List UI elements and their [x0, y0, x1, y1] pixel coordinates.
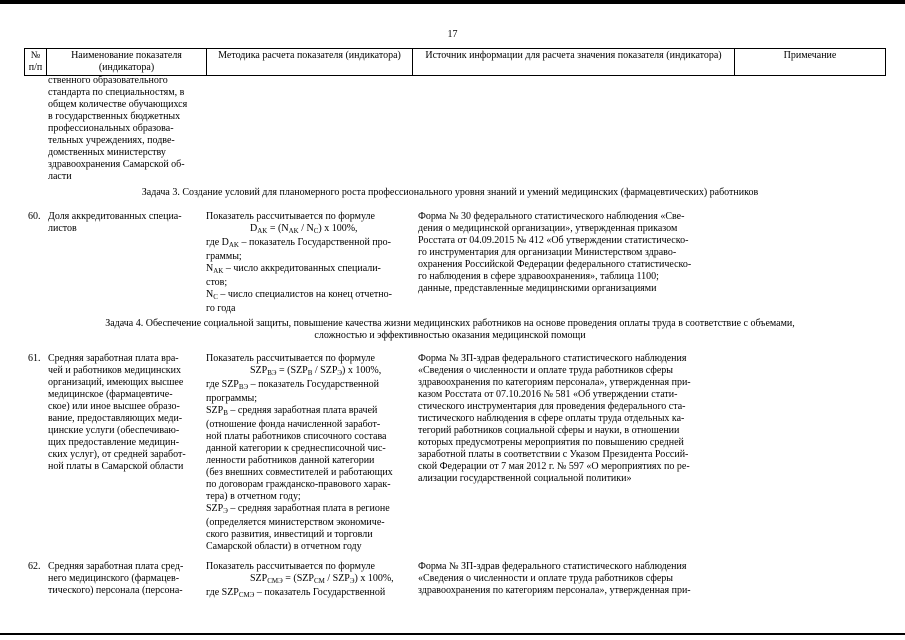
source-line: здравоохранения по категориям персонала», утвержденная при-: [418, 585, 691, 596]
method-line: где $SZP_{ВЭ}$ – показатель Государственной: [206, 379, 379, 391]
method-line: Показатель рассчитывается по формуле: [206, 211, 375, 222]
source-line: здравоохранения по категориям персонала», утвержденная при-: [418, 377, 691, 388]
source-line: «Сведения о численности и оплате труда работников сферы: [418, 365, 674, 376]
source-line: данные, представленные медицинскими организациями: [418, 283, 657, 294]
row-60-source: [418, 211, 718, 295]
continued-name: [48, 75, 200, 183]
source-line: ализации государственной социальной политики»: [418, 473, 632, 484]
source-line: дения о медицинской организации», утвержденная приказом: [418, 223, 678, 234]
source-line: которых предусмотрены мероприятия по повышению средней: [418, 437, 684, 448]
method-line: (определяется министерством экономиче-: [206, 517, 385, 528]
name-line: ских услуг), от средней заработ-: [48, 449, 186, 460]
source-line: тистического наблюдения в сфере оплаты труда отдельных ка-: [418, 413, 685, 424]
source-line: го наблюдения в сфере здравоохранения», таблица 1100;: [418, 271, 659, 282]
formula: $D_{AK} = (N_{AK} / N_C)$ x 100%,: [250, 223, 358, 235]
task-4-line: Задача 4. Обеспечение социальной защиты, повышение качества жизни медицинских работников на основе проведения оплаты труда в соответствие с объемами,: [105, 318, 795, 329]
name-line: Средняя заработная плата вра-: [48, 353, 179, 364]
source-line: заработной платы в соответствии с Указом Президента Россий-: [418, 449, 689, 460]
row-62-num: 62.: [28, 561, 41, 572]
row-60-method: [206, 211, 412, 315]
method-line: стов;: [206, 277, 228, 288]
method-line: Показатель рассчитывается по формуле: [206, 353, 375, 364]
source-line: Росстата от 04.09.2015 № 412 «Об утверждении статистическо-: [418, 235, 689, 246]
header-name: Наименование показателя (индикатора): [47, 49, 207, 76]
row-61-method: [206, 353, 412, 553]
row-62-name: [48, 561, 200, 597]
method-line: где $SZP_{СМЭ}$ – показатель Государственной: [206, 587, 386, 599]
continued-line: профессиональных образова-: [48, 123, 174, 134]
method-line: ского развития, инвестиций и торговли: [206, 529, 373, 540]
name-line: щих предоставление медицин-: [48, 437, 180, 448]
method-line: данной категории к среднесписочной чис-: [206, 443, 386, 454]
name-line: листов: [48, 223, 77, 234]
continued-line: тельных учреждениях, подве-: [48, 135, 175, 146]
top-border: [0, 0, 905, 4]
name-line: тического) персонала (персона-: [48, 585, 183, 596]
continued-line: здравоохранения Самарской об-: [48, 159, 185, 170]
continued-line: в государственных бюджетных: [48, 111, 181, 122]
row-60-num: 60.: [28, 211, 41, 222]
page-number: 17: [447, 29, 458, 40]
source-line: Форма № 30 федерального статистического наблюдения «Све-: [418, 211, 685, 222]
method-line: $SZP_Э$ – средняя заработная плата в регионе: [206, 503, 390, 515]
name-line: вание, предоставляющих меди-: [48, 413, 183, 424]
row-61-source: [418, 353, 718, 485]
method-line: программы;: [206, 393, 258, 404]
table-header: [24, 48, 886, 76]
continued-line: стандарта по специальностям, в: [48, 87, 185, 98]
header-method: Методика расчета показателя (индикатора): [207, 49, 413, 76]
source-line: ской Федерации от 7 мая 2012 г. № 597 «О мероприятиях по ре-: [418, 461, 690, 472]
method-line: $N_C$ – число специалистов на конец отчетно-: [206, 289, 392, 301]
method-line: ленности работников данной категории: [206, 455, 375, 466]
source-line: стического инструментария для проведения федерального ста-: [418, 401, 686, 412]
method-line: го года: [206, 303, 236, 314]
continued-line: ласти: [48, 171, 72, 182]
method-line: Показатель рассчитывается по формуле: [206, 561, 375, 572]
name-line: цинские услуги (обеспечиваю-: [48, 425, 180, 436]
row-61-name: [48, 353, 200, 473]
method-line: (отношение фонда начисленной заработ-: [206, 419, 381, 430]
name-line: чей и работников медицинских: [48, 365, 181, 376]
name-line: Средняя заработная плата сред-: [48, 561, 184, 572]
formula: $SZP_{ВЭ} = (SZP_В / SZP_Э)$ x 100%,: [250, 365, 382, 377]
method-line: $N_{AK}$ – число аккредитованных специали-: [206, 263, 381, 275]
header-note: Примечание: [735, 49, 886, 76]
method-line: граммы;: [206, 251, 242, 262]
method-line: $SZP_В$ – средняя заработная плата врачей: [206, 405, 378, 417]
task-3-heading: Задача 3. Создание условий для планомерного роста профессионального уровня знаний и умений медицинских (фармацевтических) работников: [141, 187, 759, 198]
name-line: ское) или иное высшее образо-: [48, 401, 180, 412]
method-line: тера) в отчетном году;: [206, 491, 301, 502]
method-line: ной платы работников списочного состава: [206, 431, 387, 442]
continued-line: общем количестве обучающихся: [48, 99, 188, 110]
name-line: организаций, имеющих высшее: [48, 377, 184, 388]
source-line: тегорий работников социальной сферы и науки, в отношении: [418, 425, 680, 436]
header-num: № п/п: [25, 49, 47, 76]
name-line: медицинское (фармацевтиче-: [48, 389, 173, 400]
task-4-heading: [60, 318, 840, 342]
task-4-line: сложностью и эффективностью оказания медицинской помощи: [314, 330, 586, 341]
formula: $SZP_{СМЭ} = (SZP_{СМ} / SZP_Э)$ x 100%,: [250, 573, 394, 585]
header-source: Источник информации для расчета значения показателя (индикатора): [413, 49, 735, 76]
method-line: по договорам гражданско-правового харак-: [206, 479, 391, 490]
method-line: где $D_{AK}$ – показатель Государственной про-: [206, 237, 391, 249]
name-line: ной платы в Самарской области: [48, 461, 184, 472]
continued-line: домственных министерству: [48, 147, 166, 158]
source-line: Форма № ЗП-здрав федерального статистического наблюдения: [418, 561, 687, 572]
continued-line: ственного образовательного: [48, 75, 168, 86]
source-line: казом Росстата от 07.10.2016 № 581 «Об утверждении стати-: [418, 389, 678, 400]
row-61-num: 61.: [28, 353, 41, 364]
row-62-source: [418, 561, 718, 597]
method-line: Самарской области) в отчетном году: [206, 541, 362, 552]
method-line: (без внешних совместителей и работающих: [206, 467, 393, 478]
name-line: Доля аккредитованных специа-: [48, 211, 182, 222]
bottom-border: [0, 633, 905, 635]
name-line: него медицинского (фармацев-: [48, 573, 180, 584]
source-line: «Сведения о численности и оплате труда работников сферы: [418, 573, 674, 584]
source-line: Форма № ЗП-здрав федерального статистического наблюдения: [418, 353, 687, 364]
source-line: охранения Российской Федерации федерального статистическо-: [418, 259, 692, 270]
row-62-method: [206, 561, 412, 601]
source-line: го инструментария для организации Министерством здраво-: [418, 247, 677, 258]
row-60-name: [48, 211, 200, 235]
